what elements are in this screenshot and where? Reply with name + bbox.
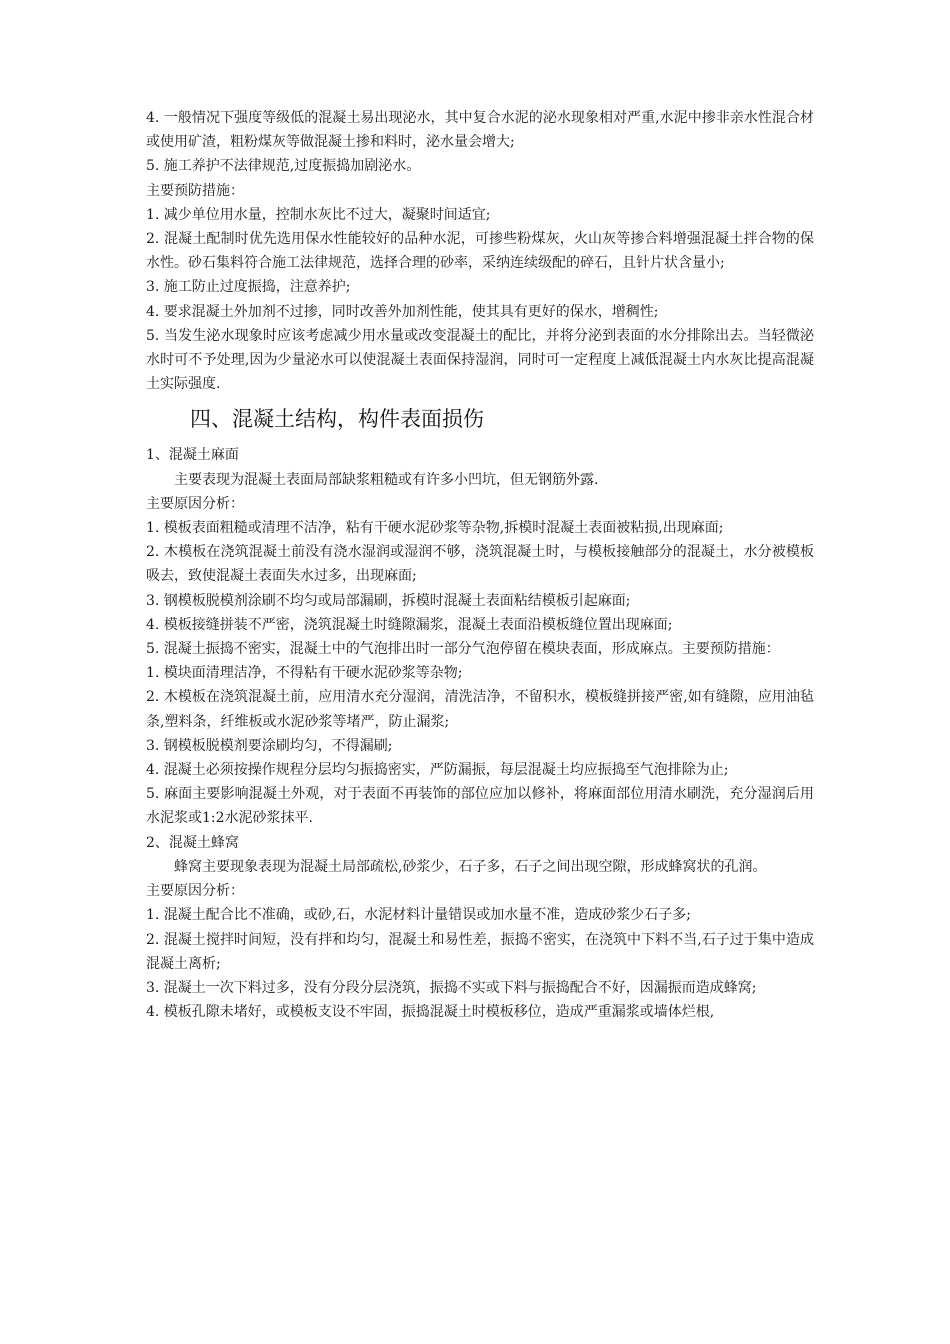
paragraph: 2. 木模板在浇筑混凝土前，应用清水充分湿润，清洗洁净，不留积水，模板缝拼接严密,如有缝隙，应用油毡条,塑料条，纤维板或水泥砂浆等堵严，防止漏浆;	[146, 689, 814, 730]
paragraph: 5. 混凝土振捣不密实，混凝土中的气泡排出时一部分气泡停留在模块表面，形成麻点。主要预防措施：	[146, 641, 780, 658]
paragraph: 1. 混凝土配合比不准确，或砂,石，水泥材料计量错误或加水量不准，造成砂浆少石子多;	[146, 907, 691, 924]
paragraph: 3. 混凝土一次下料过多，没有分段分层浇筑，振捣不实或下料与振捣配合不好，因漏振而造成蜂窝;	[146, 979, 757, 996]
paragraph: 4. 混凝土必须按操作规程分层均匀振捣密实，严防漏振，每层混凝土均应振捣至气泡排除为止;	[146, 762, 729, 779]
paragraph: 蜂窝主要现象表现为混凝土局部疏松,砂浆少，石子多，石子之间出现空隙，形成蜂窝状的孔润。	[174, 858, 767, 875]
subsection-title: 1、混凝土麻面	[146, 447, 239, 464]
paragraph: 3. 钢模板脱模剂要涂刷均匀，不得漏刷;	[146, 737, 393, 754]
paragraph: 2. 木模板在浇筑混凝土前没有浇水湿润或湿润不够，浇筑混凝土时，与模板接触部分的混凝土，水分被模板吸去，致使混凝土表面失水过多，出现麻面;	[146, 544, 814, 585]
paragraph: 主要表现为混凝土表面局部缺浆粗糙或有许多小凹坑，但无钢筋外露.	[174, 471, 599, 488]
paragraph: 4. 一般情况下强度等级低的混凝土易出现泌水，其中复合水泥的泌水现象相对严重,水泥中掺非亲水性混合材或使用矿渣，粗粉煤灰等做混凝土掺和料时，泌水量会增大;	[146, 110, 814, 151]
paragraph: 5. 施工养护不法律规范,过度振捣加剧泌水。	[146, 158, 421, 175]
paragraph: 5. 麻面主要影响混凝土外观，对于表面不再装饰的部位应加以修补，将麻面部位用清水刷洗，充分湿润后用水泥浆或1:2水泥砂浆抹平.	[146, 786, 814, 827]
subsection-title: 2、混凝土蜂窝	[146, 834, 239, 851]
paragraph: 3. 施工防止过度振捣，注意养护;	[146, 279, 351, 296]
paragraph: 4. 要求混凝土外加剂不过掺，同时改善外加剂性能，使其具有更好的保水，增稠性;	[146, 303, 659, 320]
paragraph: 3. 钢模板脱模剂涂刷不均匀或局部漏刷，拆模时混凝土表面粘结模板引起麻面;	[146, 592, 631, 609]
paragraph: 2. 混凝土搅拌时间短，没有拌和均匀，混凝土和易性差，振捣不密实，在浇筑中下料不当,石子过于集中造成混凝土离析;	[146, 931, 814, 972]
paragraph: 1. 减少单位用水量，控制水灰比不过大，凝聚时间适宜;	[146, 206, 491, 223]
paragraph: 1. 模板表面粗糙或清理不洁净，粘有干硬水泥砂浆等杂物,拆模时混凝土表面被粘损,出现麻面;	[146, 520, 724, 537]
document-body	[146, 106, 814, 1024]
paragraph: 4. 模板孔隙未堵好，或模板支设不牢固，振捣混凝土时模板移位，造成严重漏浆或墙体烂根,	[146, 1004, 715, 1021]
paragraph: 1. 模块面清理洁净，不得粘有干硬水泥砂浆等杂物;	[146, 665, 463, 682]
paragraph: 主要原因分析：	[146, 883, 244, 900]
paragraph: 4. 模板接缝拼装不严密，浇筑混凝土时缝隙漏浆，混凝土表面沿模板缝位置出现麻面;	[146, 616, 673, 633]
paragraph: 2. 混凝土配制时优先选用保水性能较好的品种水泥，可掺些粉煤灰，火山灰等掺合料增强混凝土拌合物的保水性。砂石集料符合施工法律规范，选择合理的砂率，采纳连续级配的碎石，且针片状含量小;	[146, 231, 814, 272]
section-heading: 四、混凝土结构，构件表面损伤	[190, 407, 484, 432]
paragraph: 主要预防措施：	[146, 182, 244, 199]
paragraph: 5. 当发生泌水现象时应该考虑减少用水量或改变混凝土的配比，并将分泌到表面的水分排除出去。当轻微泌水时可不予处理,因为少量泌水可以使混凝土表面保持湿润，同时可一定程度上减低混凝土内水灰比提高混凝土实际强度.	[146, 327, 814, 393]
paragraph: 主要原因分析：	[146, 495, 244, 512]
